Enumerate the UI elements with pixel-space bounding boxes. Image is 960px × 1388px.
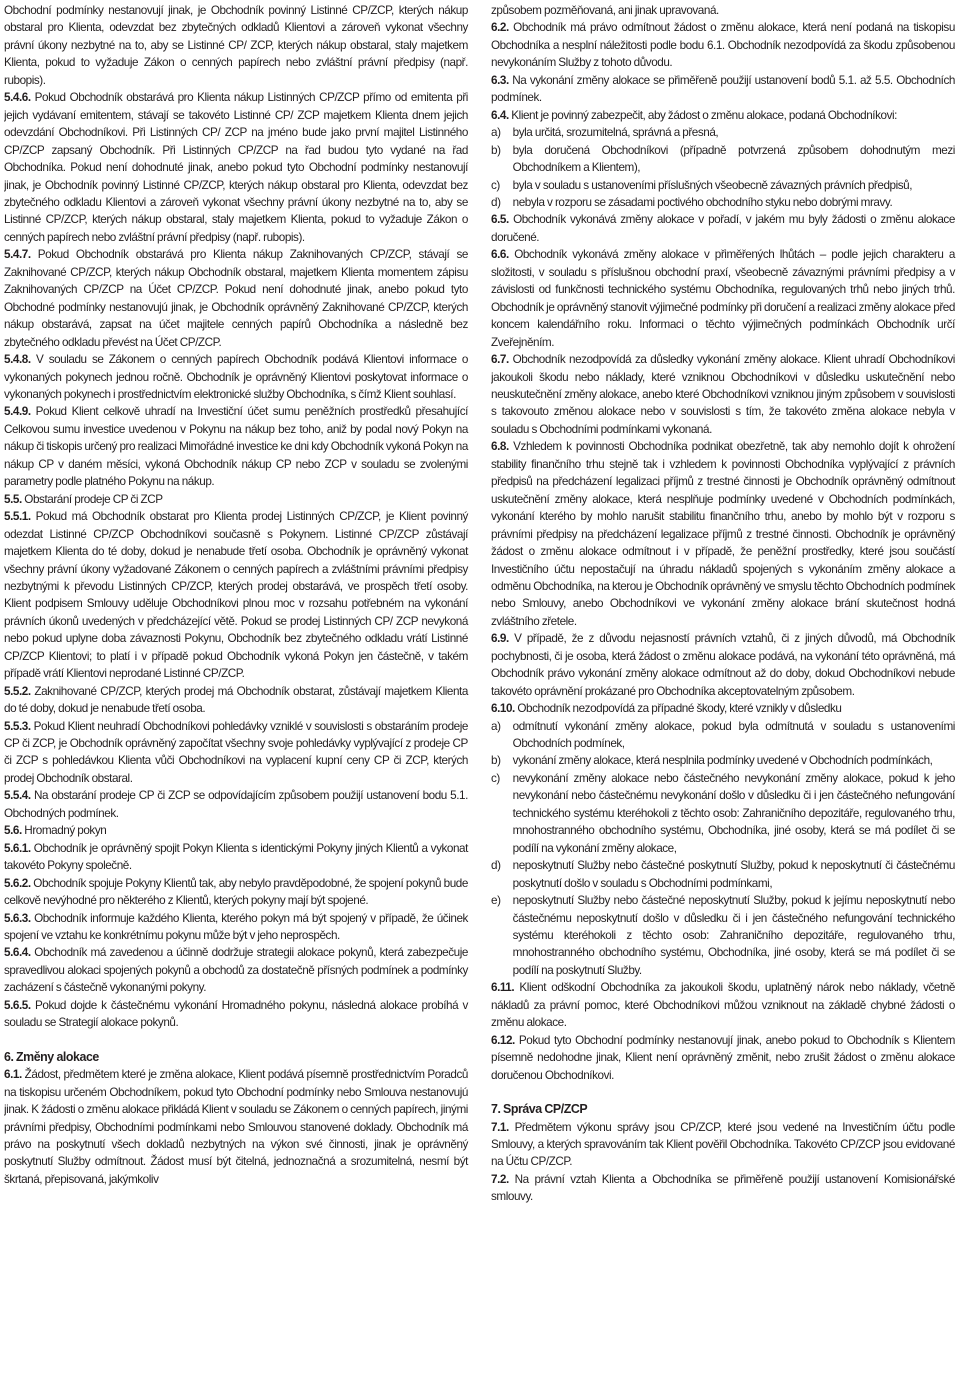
paragraph	[491, 246, 955, 351]
paragraph-text: Pokud dojde k částečnému vykonání Hromadného pokynu, následná alokace probíhá v souladu se Strategií alokace pokynů.	[4, 997, 468, 1030]
paragraph	[491, 700, 955, 717]
list-item	[491, 752, 955, 769]
clause-number: 6.	[4, 1049, 14, 1064]
list-item-text: vykonání změny alokace, která nesplnila podmínky uvedené v Obchodních podmínkách,	[512, 753, 933, 768]
clause-number: 6.4.	[491, 107, 509, 122]
clause-number: 6.6.	[491, 247, 509, 262]
paragraph-text: V souladu se Zákonem o cenných papírech Obchodník podává Klientovi informace o vykonaných pokynech jednou ročně. Obchodník je oprávněný Klientovi poskytovat informace o vykonaných pokynech i prostřednictvím elektronické služby Obchodníka, s čímž Klient souhlasí.	[4, 352, 468, 401]
list-item	[491, 770, 955, 857]
clause-number: 5.5.	[4, 491, 22, 506]
paragraph	[4, 840, 468, 875]
list-item-text: odmítnutí vykonání změny alokace, pokud byla odmítnutá v souladu s ustanoveními Obchodních podmínek,	[512, 718, 955, 751]
list-item	[491, 194, 955, 211]
paragraph	[4, 997, 468, 1032]
clause-number: 6.7.	[491, 352, 509, 367]
clause-number: 5.6.2.	[4, 875, 31, 890]
section-heading	[491, 1101, 955, 1118]
paragraph-text: Žádost, předmětem které je změna alokace, Klient podává písemně prostřednictvím Poradců na tiskopisu určeném Obchodníkem, pokud tyto Obchodní podmínky nebo Smlouva nestanovujú jinak. K žádosti o změnu alokace přikládá Klient v souladu se Zákonem o cenných papírech, jinými právními předpisy, Obchodními podmínkami nebo Smlouvou stanovené doklady. Obchodník má právo na poskytnutí všech dokladů nezbytných na výkon své činnosti, jinak je oprávněný poskytnutí Služby odmítnout. Žádost musí být čitelná, jednoznačná a srozumitelná, nesmí být škrtaná, přepisovaná, jakýmkoliv	[4, 1067, 468, 1186]
list-item	[491, 177, 955, 194]
paragraph-text: způsobem pozměňovaná, ani jinak upravovaná.	[491, 3, 719, 17]
clause-number: 6.5.	[491, 212, 509, 227]
paragraph	[491, 72, 955, 107]
list-item-label: c)	[491, 177, 500, 192]
paragraph	[4, 246, 468, 351]
paragraph-text: Pokud tyto Obchodní podmínky nestanovují jinak, anebo pokud to Obchodník s Klientem písemně nedohodne jinak, Klient není oprávněný změnit, nebo zrušit žádost o změnu alokace doručenou Obchodníkovi.	[491, 1032, 955, 1082]
list-item-text: byla doručená Obchodníkovi (případně potvrzená způsobem dohodnutým mezi Obchodníkem a Klientem),	[512, 142, 955, 175]
paragraph	[4, 944, 468, 996]
paragraph	[491, 979, 955, 1031]
paragraph	[491, 1171, 955, 1206]
clause-number: 5.6.4.	[4, 945, 31, 960]
paragraph-text: Předmětem výkonu správy jsou CP/ZCP, které jsou vedené na Investičním účtu podle Smlouvy, a kterých spravováním tak Klient pověřil Obchodníka. Takovéto CP/ZCP jsou evidované na Účtu CP/ZCP.	[491, 1119, 955, 1169]
list-item-text: neposkytnutí Služby nebo částečné poskytnutí Služby, pokud k neposkytnutí či částečnému poskytnutí došlo v souladu s Obchodními podmínkami,	[512, 858, 955, 890]
paragraph	[491, 1119, 955, 1171]
list-item-label: b)	[491, 142, 501, 157]
paragraph-text: Obchodník vykonává změny alokace v pořadí, v jakém mu byly žádosti o změnu alokace doručené.	[491, 212, 955, 244]
paragraph	[4, 508, 468, 683]
list-item	[491, 142, 955, 177]
paragraph-text: Obchodník nezodpovídá za případné škody, které vznikly v důsledku	[517, 701, 842, 716]
paragraph-text: Obchodník má právo odmítnout žádost o změnu alokace, která není podaná na tiskopisu Obchodníka a nesplní náležitosti podle bodu 6.1. Obchodník nezodpovídá za škodu způsobenou nevykonáním Služby z tohoto důvodu.	[491, 20, 955, 70]
paragraph-text: Obstarání prodeje CP či ZCP	[24, 491, 163, 506]
paragraph	[491, 107, 955, 124]
clause-number: 7.	[491, 1102, 501, 1117]
clause-number: 5.5.4.	[4, 788, 31, 803]
list-item	[491, 892, 955, 979]
paragraph-text: Pokud Obchodník obstarává pro Klienta nákup Zaknihovaných CP/ZCP, stávají se Zaknihované CP/ZCP, kterých nákup Obchodník obstaral, majetkem Klienta momentem zápisu Zaknihovaných CP/ZCP na Účet CP/ZCP. Pokud není dohodnuté jinak, anebo pokud tyto Obchodné podmínky nestanovujú jinak, je Obchodník oprávněný Zaknihované CP/ZCP, kterých nákup obstarává, zapsat na účet majitele cenných papírů Obchodníka a následně bez zbytečného odkladu převést na Účet CP/ZCP.	[4, 247, 468, 349]
clause-number: 6.3.	[491, 72, 509, 87]
paragraph-text: Obchodník spojuje Pokyny Klientů tak, aby nebylo pravděpodobné, že spojení pokynů bude celkově nevýhodné pro některého z Klientů, kterých pokyny mají být spojené.	[4, 875, 468, 908]
list-item-text: nevykonání změny alokace nebo částečného nevykonání změny alokace, pokud k jeho nevykonání nebo částečnému nevykonání došlo v důsledku či i jen částečného nefungování technického systému kteréhokoli z těchto osob: Zahraničního depozitáře, regulovaného trhu, mnohostranného obchodního systému, Obchodníka, jiné osoby, která se má podílet či se podílí na vykonání změny alokace,	[512, 770, 955, 855]
paragraph-text: Na vykonání změny alokace se přiměřeně použijí ustanovení bodů 5.1. až 5.5. Obchodních podmínek.	[491, 72, 955, 105]
clause-number: 5.6.5.	[4, 997, 31, 1012]
heading-text: Správa CP/ZCP	[502, 1102, 588, 1117]
list-item-text: byla určitá, srozumitelná, správná a přesná,	[512, 125, 719, 140]
list-item-label: c)	[491, 770, 500, 785]
paragraph	[491, 630, 955, 700]
list-item-label: b)	[491, 753, 501, 768]
clause-number: 5.6.1.	[4, 840, 31, 855]
paragraph-text: Klient je povinný zabezpečit, aby žádost o změnu alokace, podaná Obchodníkovi:	[511, 107, 897, 122]
clause-number: 6.2.	[491, 20, 509, 35]
clause-number: 7.2.	[491, 1171, 509, 1186]
clause-number: 6.12.	[491, 1032, 515, 1047]
section-heading	[4, 1049, 468, 1066]
clause-number: 5.4.9.	[4, 404, 31, 419]
paragraph-text: Obchodník má zavedenou a účinně dodržuje strategii alokace pokynů, která zabezpečuje spravedlivou alokaci spojených pokynů a obchodů za dostatečně přísných podmínek a podmínky zacházení s částečně vykonanými pokyny.	[4, 945, 468, 995]
clause-number: 6.9.	[491, 631, 509, 646]
paragraph-text: Hromadný pokyn	[24, 823, 107, 838]
paragraph	[491, 438, 955, 630]
paragraph	[491, 19, 955, 71]
list-item-text: byla v souladu s ustanoveními příslušných všeobecně závazných právních předpisů,	[512, 177, 913, 192]
clause-number: 6.1.	[4, 1067, 22, 1082]
clause-number: 5.4.7.	[4, 247, 31, 262]
paragraph	[4, 787, 468, 822]
paragraph-text: Pokud Klient neuhradí Obchodníkovi pohledávky vzniklé v souvislosti s obstaráním prodeje CP či ZCP, je Obchodník oprávněný započítat všechny svoje pohledávky vyplývající z prodeje CP či ZCP s pohledávkou Klienta vůči Obchodníkovi na vyplacení kupní ceny CP či ZCP, kterých prodej Obchodník obstaral.	[4, 718, 468, 785]
paragraph	[4, 491, 468, 508]
paragraph-text: Obchodník nezodpovídá za důsledky vykonání změny alokace. Klient uhradí Obchodníkovi jakoukoli škodu nebo náklady, které vzniknou Obchodníkovi v důsledku uskutečnění nebo neuskutečnění změny alokace, anebo které Obchodníkovi vzniknou jiným způsobem v souvislosti s takovouto změnou alokace nebo v souvislosti s tím, že takovéto změna alokace nebyla v souladu s Obchodními podmínkami vykonaná.	[491, 352, 955, 436]
paragraph	[4, 89, 468, 246]
list-item-label: d)	[491, 858, 501, 873]
paragraph-text: Obchodní podmínky nestanovují jinak, je Obchodník povinný Listinné CP/ZCP, kterých nákup obstaral pro Klienta, odevzdat bez zbytečných odkladů Klientovi a zároveň vykonat všechny právní úkony nezbytné na to, aby se Listinné CP/ ZCP, kterých nákup obstaral, staly majetkem Klienta, pokud to vyžaduje Zákon o cenných papírech nebo zvláštní právní předpisy (např. rubopis).	[4, 3, 468, 87]
paragraph	[4, 403, 468, 490]
list-item-text: nebyla v rozporu se zásadami poctivého obchodního styku nebo dobrými mravy.	[512, 194, 893, 209]
clause-number: 6.8.	[491, 439, 509, 454]
paragraph-text: Na obstarání prodeje CP či ZCP se odpovídajícím způsobem použijí ustanovení bodu 5.1. Obchodných podmínek.	[4, 788, 468, 820]
paragraph	[4, 1066, 468, 1188]
paragraph-text: Zaknihované CP/ZCP, kterých prodej má Obchodník obstarat, zůstávají majetkem Klienta do té doby, dokud je nenabude třetí osoba.	[4, 683, 468, 716]
list-item-label: d)	[491, 194, 501, 209]
list-item	[491, 857, 955, 892]
clause-number: 6.10.	[491, 701, 515, 716]
paragraph	[491, 2, 955, 19]
list-item	[491, 124, 955, 141]
paragraph	[4, 875, 468, 910]
heading-text: Změny alokace	[15, 1049, 99, 1064]
paragraph-text: Pokud má Obchodník obstarat pro Klienta prodej Listinných CP/ZCP, je Klient povinný odezdat Listinné CP/ZCP Obchodníkovi současně s Pokynem. Listinné CP/ZCP zůstávají majetkem Klienta do té doby, dokud je nenabude třetí osoba. Obchodník je oprávněný vykonat všechny právní úkony vyžadované Zákonem o cenných papírech a zvláštními právními předpisy nezbytnými k převodu Listinných CP/ZCP, kterých prodej obstarává, ve prospěch třetí osoby. Klient podpisem Smlouvy uděluje Obchodníkovi plnou moc v rozsahu potřebném na vykonání právních úkonů uvedených v předcházející větě. Pokud se prodej Listinných CP/ ZCP nevykoná nebo pokud uplyne doba závaznosti Pokynu, Obchodník bez zbytečného odkladu vrátí Listinné CP/ZCP Klientovi; to platí i v případě pokud Obchodník vykoná Pokyn jen částečně, v takém případě vrátí Klientovi neprodané Listinné CP/ZCP.	[4, 509, 468, 681]
paragraph	[4, 822, 468, 839]
left-column	[4, 2, 469, 1388]
clause-number: 7.1.	[491, 1119, 509, 1134]
paragraph-text: V případě, že z důvodu nejasností právních vztahů, či z jiných důvodů, má Obchodník pochybnosti, či je osoba, která žádost o změnu alokace podává, na vykonání této oprávněná, má Obchodník právo vykonání změny alokace odmítnout až do doby, dokud Obchodníkovi nebude takovéto oprávnění prokázané pro Obchodníka akceptovatelným způsobem.	[491, 631, 955, 698]
clause-number: 5.4.8.	[4, 352, 31, 367]
paragraph-text: Vzhledem k povinnosti Obchodníka podnikat obezřetně, tak aby nemohlo dojít k ohrožení stability finančního trhu stejně tak i vzhledem k povinnosti Obchodníka vyplývající z právních předpisů na předcházení legalizaci příjmů z trestné činnosti je Obchodník oprávněný odmítnout uskutečnění změny alokace, která nesplňuje podmínky uvedené v Obchodních podmínkách, vykonání kterého by mohlo narušit stabilitu finančního trhu, anebo by mohlo být v rozporu s právními předpisy na předcházení legalizace příjmů z trestné činnosti. Obchodník je oprávněný žádost o změnu alokace odmítnout i v případě, že peněžní prostředky, které jsou součástí Investičního účtu nepostačují na úhradu nákladů spojených s vykonáním změny alokace a odměnu Obchodníka, na kterou je Obchodník oprávněný ve smyslu těchto Obchodních podmínek nebo Smlouvy, anebo Obchodníkovi ve vykonání změny alokace brání skutečnost hodná zvláštního zřetele.	[491, 439, 955, 628]
paragraph-text: Na právní vztah Klienta a Obchodníka se přiměřeně použijí ustanovení Komisionářské smlouvy.	[491, 1171, 955, 1204]
clause-number: 5.5.2.	[4, 683, 31, 698]
paragraph	[4, 683, 468, 718]
clause-number: 5.6.3.	[4, 910, 31, 925]
clause-number: 5.5.1.	[4, 509, 31, 524]
paragraph	[491, 211, 955, 246]
list-item-label: a)	[491, 125, 501, 140]
paragraph	[4, 910, 468, 945]
paragraph	[491, 351, 955, 438]
paragraph-text: Klient odškodní Obchodníka za jakoukoli škodu, uplatněný nárok nebo náklady, včetně nákladů za právní pomoc, které Obchodníkovi můžou vzniknout na základě chybné žádosti o změnu alokace.	[491, 980, 955, 1030]
list-item-label: a)	[491, 718, 501, 733]
clause-number: 5.5.3.	[4, 718, 31, 733]
paragraph	[4, 2, 468, 89]
list-item-label: e)	[491, 893, 501, 908]
list-item-text: neposkytnutí Služby nebo částečné neposkytnutí Služby, pokud k jejímu neposkytnutí nebo částečnému neposkytnutí došlo v důsledku či i jen částečného nefungování technického systému kteréhokoli z těchto osob: Zahraničního depozitáře, regulovaného trhu, mnohostranného obchodního systému, Obchodníka, jiné osoby, která se má podílet či se podílí na poskytnutí Služby.	[512, 893, 955, 977]
paragraph	[4, 351, 468, 403]
paragraph-text: Pokud Obchodník obstarává pro Klienta nákup Listinných CP/ZCP přímo od emitenta při jejich vydávaní emitentem, stávají se takovéto Listinné CP/ ZCP majetkem Klienta dnem jejich odevzdání Obchodníkovi. Při Listinných CP/ ZCP na jméno bude jako první majitel Listinného CP/ZCP zapsaný Obchodník. Při Listinných CP/ZCP na řad budou tyto vydané na řad Obchodníka. Pokud není dohodnuté jinak, anebo pokud tyto Obchodní podmínky nestanovují jinak, je Obchodník povinný Listinné CP/ZCP, kterých nákup obstaral pro Klienta, odevzdat bez zbytečného odkladu Klientovi a zároveň vykonat všechny právní úkony nezbytné na to, aby se Listinné CP/ZCP, kterých nákup obstaral, staly majetkem Klienta, pokud to vyžaduje Zákon o cenných papírech nebo zvláštní právní předpisy (např. rubopis).	[4, 90, 468, 244]
list-item	[491, 718, 955, 753]
paragraph	[4, 718, 468, 788]
paragraph-text: Pokud Klient celkově uhradí na Investiční účet sumu peněžních prostředků přesahující Celkovou sumu investice uvedenou v Pokynu na nákup bez toho, aniž by podal nový Pokyn na nákup či tiskopis určený pro realizaci Mimořádné investice ke dni kdy Obchodník vykoná Pokyn na nákup CP v daném měsíci, vykoná Obchodník nákup CP nebo ZCP v souladu se zvolenými parametry podle platného Pokynu na nákup.	[4, 404, 468, 489]
clause-number: 5.4.6.	[4, 90, 31, 105]
clause-number: 6.11.	[491, 980, 515, 995]
paragraph-text: Obchodník vykonává změny alokace v přiměřených lhůtách – podle jejich charakteru a složitosti, v souladu s příslušnou obchodní praxí, všeobecně závaznými právními předpisy a v závislosti od funkčnosti technického systému Obchodníka, regulovaných trhů nebo jiných trhů. Obchodník je oprávněný stanovit výjimečné podmínky při doručení a realizaci změny alokace před koncem kalendářního roku. Informaci o těchto výjimečných podmínkách Obchodník určí Zveřejněním.	[491, 247, 955, 349]
paragraph-text: Obchodník je oprávněný spojit Pokyn Klienta s identickými Pokyny jiných Klientů a vykonat takovéto Pokyny společně.	[4, 840, 468, 873]
clause-number: 5.6.	[4, 823, 22, 838]
paragraph	[491, 1032, 955, 1084]
right-column	[491, 2, 956, 1388]
paragraph-text: Obchodník informuje každého Klienta, kterého pokyn má být spojený v případě, že účinek spojení ve vztahu ke konkrétnímu pokynu může být v jeho neprospěch.	[4, 910, 468, 943]
